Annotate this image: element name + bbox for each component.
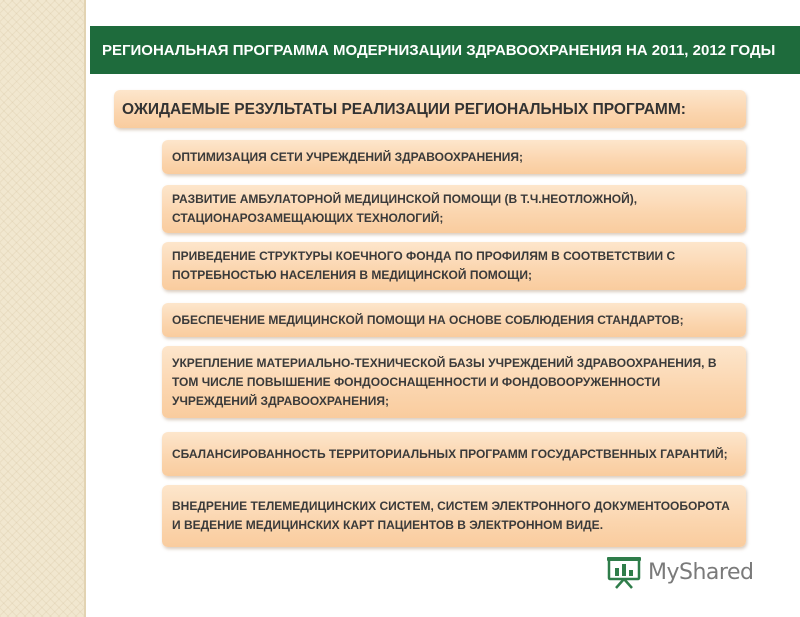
presentation-board-icon (606, 554, 642, 590)
slide-title: РЕГИОНАЛЬНАЯ ПРОГРАММА МОДЕРНИЗАЦИИ ЗДРАВООХРАНЕНИЯ НА 2011, 2012 ГОДЫ (90, 26, 800, 74)
result-item (162, 346, 746, 418)
result-item-text: РАЗВИТИЕ АМБУЛАТОРНОЙ МЕДИЦИНСКОЙ ПОМОЩИ (В Т.Ч.НЕОТЛОЖНОЙ), СТАЦИОНАРОЗАМЕЩАЮЩИХ ТЕХНОЛОГИЙ; (172, 192, 638, 225)
result-item-text: ОПТИМИЗАЦИЯ СЕТИ УЧРЕЖДЕНИЙ ЗДРАВООХРАНЕНИЯ; (172, 149, 524, 164)
section-header: ОЖИДАЕМЫЕ РЕЗУЛЬТАТЫ РЕАЛИЗАЦИИ РЕГИОНАЛЬНЫХ ПРОГРАММ: (122, 100, 686, 118)
decorative-side-strip (0, 0, 86, 617)
result-item (162, 485, 746, 547)
result-item-text: ОБЕСПЕЧЕНИЕ МЕДИЦИНСКОЙ ПОМОЩИ НА ОСНОВЕ СОБЛЮДЕНИЯ СТАНДАРТОВ; (172, 312, 684, 327)
result-item (162, 140, 746, 174)
result-item-text: ВНЕДРЕНИЕ ТЕЛЕМЕДИЦИНСКИХ СИСТЕМ, СИСТЕМ ЭЛЕКТРОННОГО ДОКУМЕНТООБОРОТА И ВЕДЕНИЕ МЕДИЦИНСКИХ КАРТ ПАЦИЕНТОВ В ЭЛЕКТРОННОМ ВИДЕ. (172, 499, 730, 532)
result-item (162, 432, 746, 476)
result-item (162, 185, 746, 233)
result-item-text: УКРЕПЛЕНИЕ МАТЕРИАЛЬНО-ТЕХНИЧЕСКОЙ БАЗЫ УЧРЕЖДЕНИЙ ЗДРАВООХРАНЕНИЯ, В ТОМ ЧИСЛЕ ПОВЫШЕНИЕ ФОНДООСНАЩЕННОСТИ И ФОНДОВООРУЖЕННОСТИ УЧРЕЖДЕНИЙ ЗДРАВООХРАНЕНИЯ; (172, 355, 717, 408)
myshared-watermark (606, 552, 766, 592)
result-item-text: СБАЛАНСИРОВАННОСТЬ ТЕРРИТОРИАЛЬНЫХ ПРОГРАММ ГОСУДАРСТВЕННЫХ ГАРАНТИЙ; (172, 446, 728, 461)
watermark-text: MyShared (648, 559, 754, 585)
section-header-box (114, 90, 746, 128)
result-item (162, 242, 746, 290)
result-item (162, 303, 746, 337)
result-item-text: ПРИВЕДЕНИЕ СТРУКТУРЫ КОЕЧНОГО ФОНДА ПО ПРОФИЛЯМ В СООТВЕТСТВИИ С ПОТРЕБНОСТЬЮ НАСЕЛЕНИЯ В МЕДИЦИНСКОЙ ПОМОЩИ; (172, 249, 676, 282)
